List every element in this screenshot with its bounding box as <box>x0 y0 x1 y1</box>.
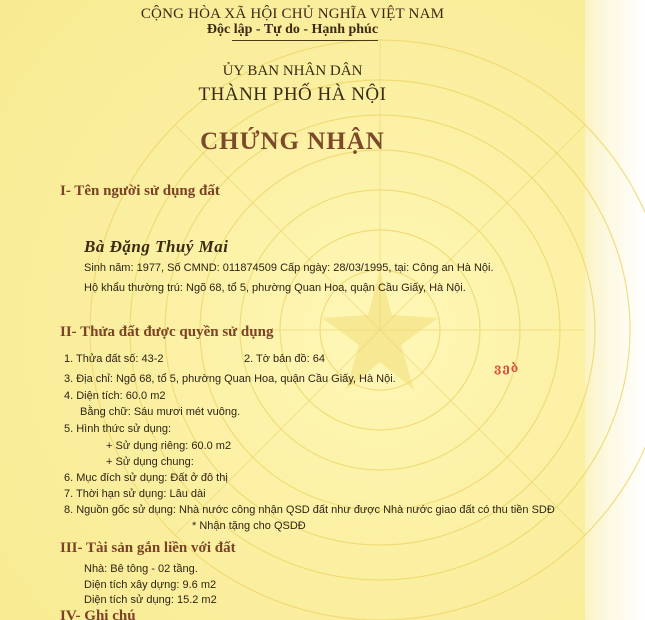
map-sheet-number: 2. Tờ bản đồ: 64 <box>244 353 326 365</box>
usage-origin: 8. Nguồn gốc sử dụng: Nhà nước công nhận QSD đất như được Nhà nước giao đất có thu tiền SDĐ <box>64 504 555 516</box>
built-area: Diện tích xây dựng: 9.6 m2 <box>84 579 217 591</box>
certificate-title: CHỨNG NHẬN <box>200 128 385 155</box>
parcel-address: 3. Địa chỉ: Ngõ 68, tổ 5, phường Quan Hoa, quận Cầu Giấy, Hà Nội. <box>64 373 396 385</box>
shared-use: + Sử dụng chung: <box>106 456 194 468</box>
parcel-number: 1. Thửa đất số: 43-2 <box>64 353 164 365</box>
usage-term: 7. Thời hạn sử dụng: Lâu dài <box>64 488 206 500</box>
issuing-committee: ỦY BAN NHÂN DÂN <box>222 63 363 79</box>
usage-purpose: 6. Mục đích sử dụng: Đất ở đô thị <box>64 472 228 484</box>
national-title: CỘNG HÒA XÃ HỘI CHỦ NGHĨA VIỆT NAM <box>140 6 445 22</box>
usage-form: 5. Hình thức sử dụng: <box>64 423 172 435</box>
red-stamp-fragment: ვებ <box>494 361 520 375</box>
section-2-heading: II- Thửa đất được quyền sử dụng <box>60 324 274 340</box>
usable-area: Diện tích sử dụng: 15.2 m2 <box>84 594 217 606</box>
usage-origin-note: * Nhận tặng cho QSDĐ <box>192 520 306 532</box>
owner-residence-line: Hộ khẩu thường trú: Ngõ 68, tổ 5, phường Quan Hoa, quận Cầu Giấy, Hà Nội. <box>84 282 466 294</box>
national-motto: Độc lập - Tự do - Hạnh phúc <box>206 22 379 37</box>
parcel-area-words: Bằng chữ: Sáu mươi mét vuông. <box>80 406 241 418</box>
parcel-area: 4. Diện tích: 60.0 m2 <box>64 390 166 402</box>
section-1-heading: I- Tên người sử dụng đất <box>60 183 220 199</box>
motto-underline <box>232 40 378 41</box>
section-3-heading: III- Tài sản gắn liền với đất <box>60 540 236 556</box>
section-4-heading: IV- Ghi chú <box>60 608 136 620</box>
issuing-city: THÀNH PHỐ HÀ NỘI <box>198 84 387 105</box>
owner-name: Bà Đặng Thuý Mai <box>84 237 229 256</box>
house-description: Nhà: Bê tông - 02 tầng. <box>84 563 198 575</box>
private-use: + Sử dụng riêng: 60.0 m2 <box>106 440 232 452</box>
owner-id-line: Sinh năm: 1977, Số CMND: 011874509 Cấp ngày: 28/03/1995, tại: Công an Hà Nội. <box>84 262 494 274</box>
